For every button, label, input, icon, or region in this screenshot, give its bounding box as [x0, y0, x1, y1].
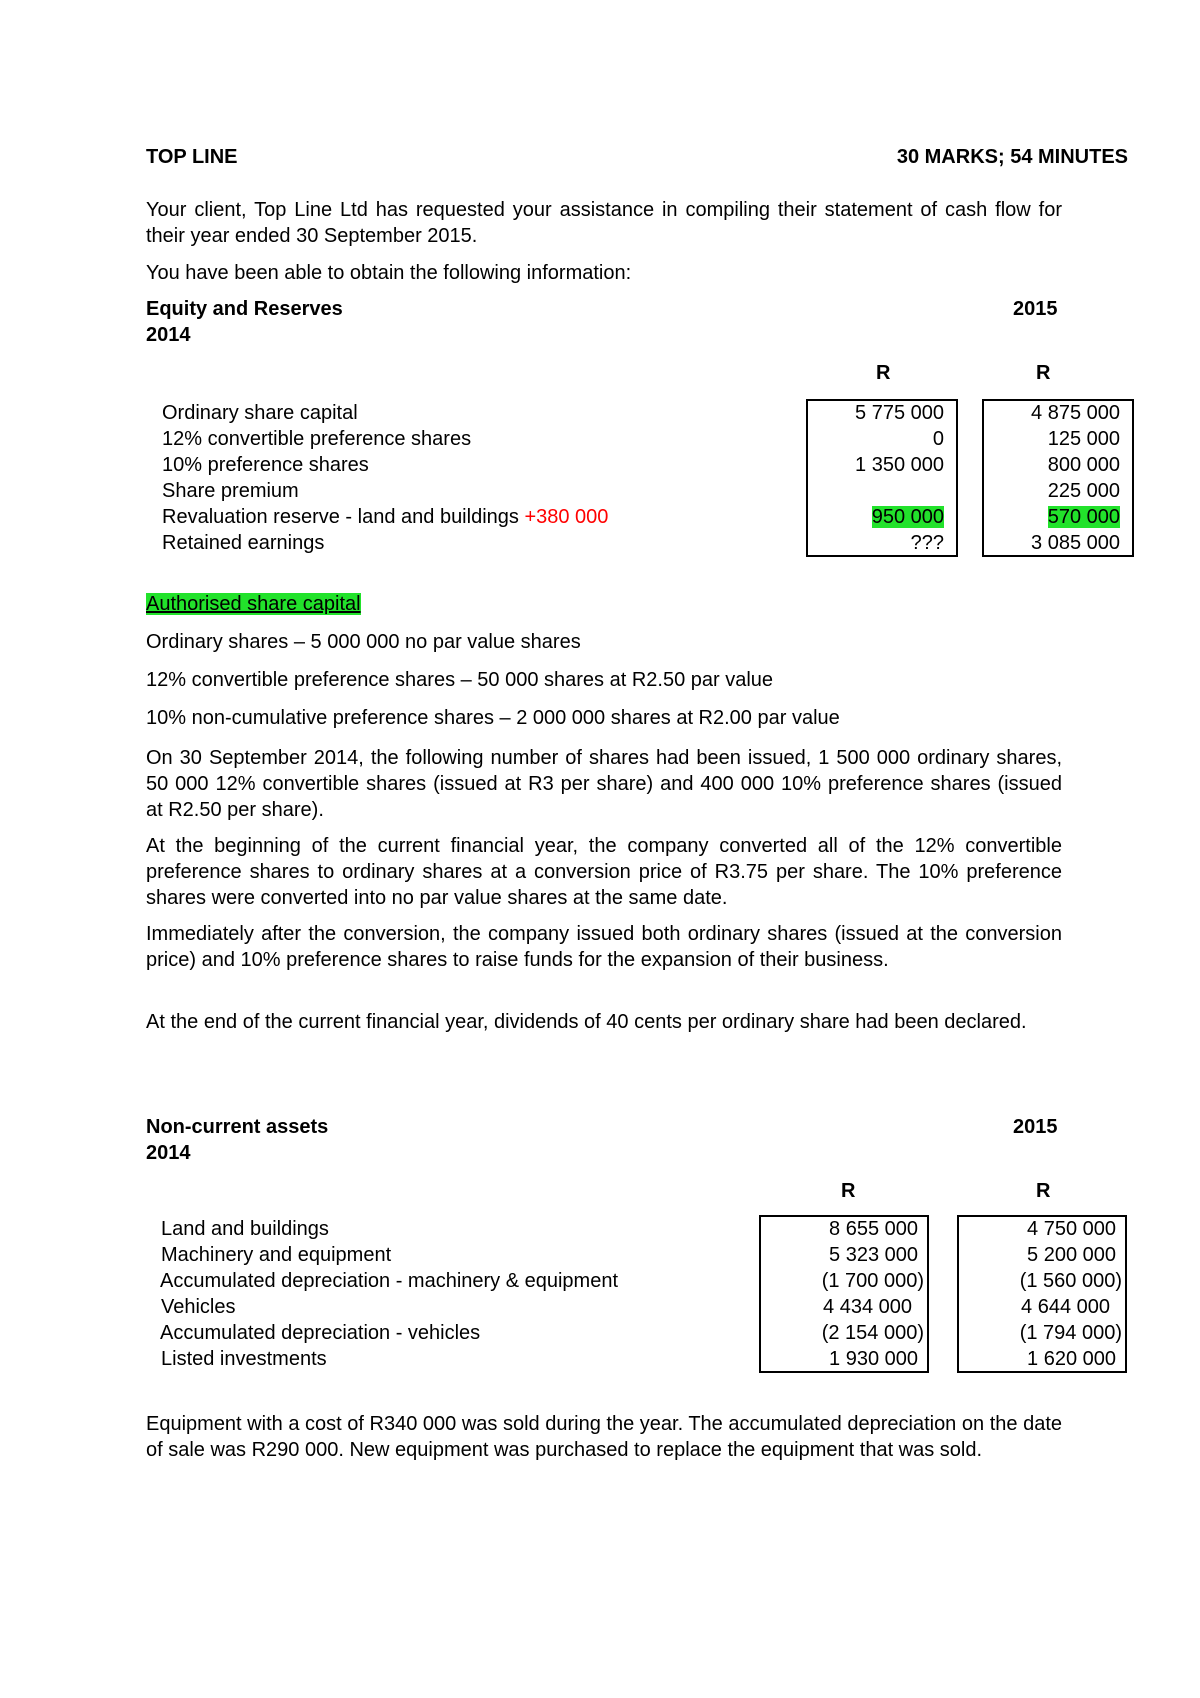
- equity-row-2014: 4 875 000: [1031, 402, 1120, 424]
- authorised-line: Ordinary shares – 5 000 000 no par value shares: [146, 631, 581, 653]
- noncurrent-row-label: Land and buildings: [161, 1218, 329, 1240]
- equity-row-2014: 125 000: [1047, 428, 1120, 450]
- authorised-line: 10% non-cumulative preference shares – 2 000 000 shares at R2.00 par value: [146, 707, 840, 729]
- equity-row-label: 12% convertible preference shares: [162, 428, 472, 450]
- noncurrent-row-2014: 1 620 000: [1027, 1348, 1116, 1370]
- equity-row-2015: [872, 504, 944, 530]
- revaluation-label: Revaluation reserve - land and buildings: [162, 506, 519, 528]
- equity-year-2014: 2014: [146, 324, 191, 346]
- noncurrent-heading: Non-current assets: [146, 1116, 329, 1138]
- noncurrent-row-2014: (1 560 000): [1019, 1270, 1122, 1292]
- equity-row-label: Ordinary share capital: [162, 402, 358, 424]
- noncurrent-row-2015: 8 655 000: [829, 1218, 918, 1240]
- noncurrent-row-label: Machinery and equipment: [161, 1244, 392, 1266]
- noncurrent-row-2015: 1 930 000: [829, 1348, 918, 1370]
- equipment-note-paragraph: Equipment with a cost of R340 000 was sold during the year. The accumulated depreciation on the date of sale was R290 000. New equipment was purchased to replace the equipment that was sold.: [146, 1413, 1062, 1461]
- noncurrent-row-2014: 4 750 000: [1027, 1218, 1116, 1240]
- noncurrent-row-2015: (1 700 000): [821, 1270, 924, 1292]
- authorised-heading: [146, 593, 361, 616]
- noncurrent-row-2014: (1 794 000): [1019, 1322, 1122, 1344]
- noncurrent-row-2015: 4 434 000: [823, 1296, 912, 1318]
- noncurrent-currency-2014: R: [1036, 1180, 1051, 1202]
- revaluation-note: +380 000: [524, 506, 609, 528]
- noncurrent-currency-2015: R: [841, 1180, 856, 1202]
- authorised-line: 12% convertible preference shares – 50 000 shares at R2.50 par value: [146, 669, 774, 691]
- equity-row-2014: 225 000: [1047, 480, 1120, 502]
- conversion-paragraph: At the beginning of the current financial year, the company converted all of the 12% convertible preference shares to ordinary shares at a conversion price of R3.75 per share. The 10% preference shares were converted into no par value shares at the same date.: [146, 835, 1062, 909]
- equity-year-2015: 2015: [1013, 298, 1058, 320]
- equity-row-label: 10% preference shares: [162, 454, 369, 476]
- noncurrent-row-label: Accumulated depreciation - vehicles: [160, 1322, 481, 1344]
- shares-issued-paragraph: On 30 September 2014, the following number of shares had been issued, 1 500 000 ordinary shares, 50 000 12% convertible shares (issued at R3 per share) and 400 000 10% preference shares (issued at R2.50 per share).: [146, 747, 1062, 821]
- equity-row-2015: 0: [932, 428, 944, 450]
- equity-row-label: Retained earnings: [162, 532, 325, 554]
- noncurrent-row-2014: 4 644 000: [1021, 1296, 1110, 1318]
- dividend-paragraph: At the end of the current financial year, dividends of 40 cents per ordinary share had been declared.: [146, 1011, 1027, 1033]
- equity-row-2014: 800 000: [1047, 454, 1120, 476]
- noncurrent-row-label: Accumulated depreciation - machinery & equipment: [160, 1270, 619, 1292]
- noncurrent-row-2015: 5 323 000: [829, 1244, 918, 1266]
- intro-paragraph-2: You have been able to obtain the following information:: [146, 262, 632, 284]
- issue-paragraph: Immediately after the conversion, the company issued both ordinary shares (issued at the conversion price) and 10% preference shares to raise funds for the expansion of their business.: [146, 923, 1062, 971]
- highlighted-value: 950 000: [871, 506, 944, 528]
- highlighted-value: 570 000: [1047, 506, 1120, 528]
- noncurrent-year-2015: 2015: [1013, 1116, 1058, 1138]
- intro-paragraph: Your client, Top Line Ltd has requested your assistance in compiling their statement of cash flow for their year ended 30 September 2015.: [146, 199, 1062, 247]
- equity-currency-2015: R: [876, 362, 891, 384]
- equity-row-2015: ???: [910, 532, 944, 554]
- equity-row-label: Share premium: [162, 480, 299, 502]
- equity-row-2014: [1048, 504, 1120, 530]
- noncurrent-row-2015: (2 154 000): [821, 1322, 924, 1344]
- noncurrent-row-label: Vehicles: [161, 1296, 236, 1318]
- equity-row-2014: 3 085 000: [1031, 532, 1120, 554]
- marks-label: 30 MARKS; 54 MINUTES: [896, 146, 1128, 168]
- equity-row-label: [162, 504, 608, 530]
- equity-row-2015: 5 775 000: [855, 402, 944, 424]
- noncurrent-row-2014: 5 200 000: [1027, 1244, 1116, 1266]
- noncurrent-year-2014: 2014: [146, 1142, 191, 1164]
- equity-row-2015: 1 350 000: [855, 454, 944, 476]
- noncurrent-row-label: Listed investments: [161, 1348, 327, 1370]
- equity-heading: Equity and Reserves: [146, 298, 343, 320]
- authorised-heading-text: Authorised share capital: [146, 593, 361, 615]
- equity-currency-2014: R: [1036, 362, 1051, 384]
- page-title: TOP LINE: [146, 146, 238, 168]
